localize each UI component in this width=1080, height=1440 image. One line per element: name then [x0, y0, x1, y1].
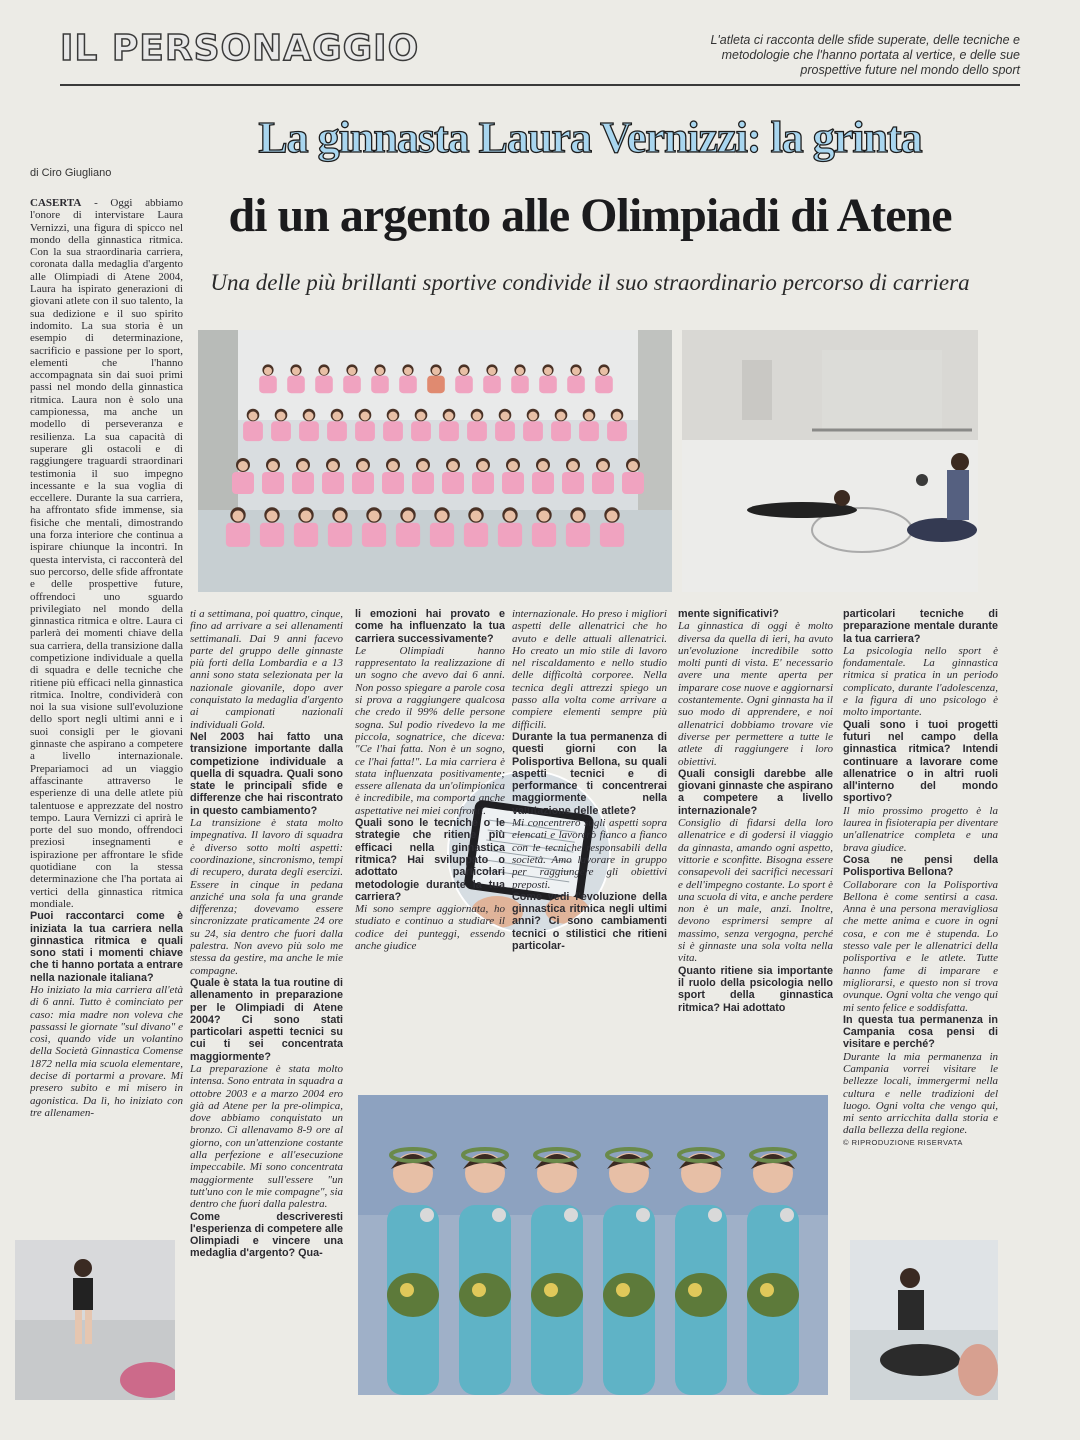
question: Quali consigli darebbe alle giovani ginnaste che aspirano a competere a livello internazionale? [678, 767, 833, 817]
lead-paragraph [30, 197, 183, 910]
question: Quale è stata la tua routine di allenamento in preparazione per le Olimpiadi di Atene 2004? Ci sono stati particolari aspetti tecnici su cui ti sei concentrata maggiormente? [190, 976, 343, 1063]
coach-photo-right [850, 1240, 998, 1400]
question: li emozioni hai provato e come ha influenzato la tua carriera successivamente? [355, 608, 505, 645]
answer: La transizione è stata molto impegnativa. Il lavoro di squadra è diverso sotto molti aspetti: coordinazione, sincronismo, tempi di recupero, durata degli esercizi. Essere in cinque in pedana anziché una sola fa una grande differenza; dovevamo essere sincronizzate praticamente 24 ore su 24, sia dentro che fuori dalla palestra. Non avevo più solo me stessa da gestire, ma anche le mie compagne. [190, 817, 343, 977]
kicker-text: L'atleta ci racconta delle sfide superate, delle tecniche e metodologie che l'hanno portata al vertice, e delle sue prospettive future nel mondo dello sport [710, 33, 1020, 77]
question: Durante la tua permanenza di questi giorni con la Polisportiva Bellona, su quali aspetti tecnici e di performance ti concentrerai maggiormente nella valutazione delle atlete? [512, 730, 667, 817]
answer: Durante la mia permanenza in Campania vorrei visitare le bellezze locali, immergermi nella cultura e nelle tradizioni del luogo. Ogni volta che vengo qui, mi sento arricchita dalla storia e dalla bellezza della regione. [843, 1050, 998, 1137]
group-photo-image [198, 330, 672, 592]
answer: La psicologia nello sport è fondamentale. La ginnastica ritmica si pratica in un periodo complicato, durante l'adolescenza, e la figura di uno psicologo è molto importante. [843, 644, 998, 719]
answer: Consiglio di fidarsi della loro allenatrice e di godersi il viaggio da ginnasta, amando ogni aspetto, vittorie e sconfitte. Bisogna essere consapevoli dei sacrifici necessari e dell'impegno costante. Lo sport è una scuola di vita, e anche perdere non è un male, anzi. Inoltre, devono esprimersi sempre al massimo, senza vergogna, perché si è ginnaste una sola volta nella vita. [678, 817, 833, 965]
question: mente significativi? [678, 608, 779, 620]
question: Come descriveresti l'esperienza di competere alle Olimpiadi e vincere una medaglia d'argento? Qua- [190, 1210, 343, 1260]
answer: ti a settimana, poi quattro, cinque, fino ad arrivare a sei allenamenti settimanali. Dai 9 anni facevo parte del gruppo delle ginnaste più forti della Lombardia e a 13 anni sono stata selezionata per la nazionale giovanile, dopo aver conquistato la medaglia d'argento ai campionati nazionali individuali Gold. [190, 608, 343, 731]
column-6 [843, 608, 998, 1228]
question: Quali sono le tecniche o le strategie che ritiene più efficaci nella ginnastica ritmica? Hai sviluppato o adottato particolari metodologie durante la tua carriera? [355, 817, 505, 903]
gym-photo-image [682, 330, 978, 592]
question: In questa tua permanenza in Campania cosa pensi di visitare e perché? [843, 1013, 998, 1051]
column-1 [30, 197, 183, 1237]
subheadline: Una delle più brillanti sportive condivide il suo straordinario percorso di carriera [210, 270, 970, 295]
podium-photo-image [358, 1095, 828, 1395]
podium-photo [358, 1095, 828, 1395]
answer: Mi sono sempre aggiornata, ho studiato e continuo a studiare il codice dei punteggi, essendo anche giudice [355, 903, 505, 953]
column-5 [678, 608, 833, 1088]
answer: Il mio prossimo progetto è la laurea in fisioterapia per diventare un'allenatrice completa e una brava giudice. [843, 804, 998, 854]
dateline: CASERTA [30, 197, 82, 209]
answer: La preparazione è stata molto intensa. Sono entrata in squadra a ottobre 2003 e a marzo 2004 ero già ad Atene per la pre-olimpica, dove abbiamo conquistato un bronzo. Ci allenavamo 8-9 ore al giorno, con un'attenzione costante alla perfezione e all'esecuzione impeccabile. Mi sono concentrata maggiormente sull'essere "un tutt'uno con le mie compagne", sia dentro che fuori dalla palestra. [190, 1062, 343, 1211]
question: Nel 2003 hai fatto una transizione importante dalla competizione individuale a quella di squadra. Quali sono state le principali sfide e differenze che hai riscontrato in questo cambiamento? [190, 730, 343, 817]
coach-photo-right-image [850, 1240, 998, 1400]
question: Puoi raccontarci come è iniziata la tua carriera nella ginnastica ritmica e quali sono stati i momenti chiave che ti hanno portata a entrare nella nazionale italiana? [30, 910, 183, 984]
group-photo [198, 330, 672, 592]
coach-photo-left-image [15, 1240, 175, 1400]
question: Quali sono i tuoi progetti futuri nel campo della ginnastica ritmica? Intendi continuare a lavorare come allenatrice o in altri ruoli all'interno del mondo sportivo? [843, 718, 998, 805]
answer: Collaborare con la Polisportiva Bellona è come sentirsi a casa. Anna è una persona meravigliosa che mette anima e cuore in ogni cosa, e con me è stupenda. Lo stesso vale per le allenatrici della polisportiva e le atlete. Tutte hanno fame di imparare e migliorarsi, e questo non si trova ovunque. Ogni volta che vengo qui mi sento felice e soddisfatta. [843, 878, 998, 1014]
question: particolari tecniche di preparazione mentale durante la tua carriera? [843, 608, 998, 645]
question: Cosa ne pensi della Polisportiva Bellona? [843, 853, 998, 879]
column-3 [355, 608, 505, 1088]
answer: Le Olimpiadi hanno rappresentato la realizzazione di un sogno che avevo dai 6 anni. Non posso spiegare a parole cosa si prova a raggiungere qualcosa che credo il 99% delle persone sogna. Sul podio rivedevo la me piccola, sognatrice, che diceva: "Ce l'hai fatta. Non è un sogno, ce l'hai fatta!". La mia carriera è stata influenzata positivamente; essere allenata da un'olimpionica è incredibile, ma comporta anche aspettative nei miei confronti. [355, 644, 505, 817]
gym-photo [682, 330, 978, 592]
column-4 [512, 608, 667, 1088]
answer: La ginnastica di oggi è molto diversa da quella di ieri, ha avuto un'evoluzione incredibile sotto molti punti di vista. E' necessario avere una mente aperta per imparare cose nuove e aggiornarsi costantemente. Ogni ginnasta ha il suo modo di apprendere, e noi allenatrici dobbiamo trovare vie diverse per permettere a tutte le atlete di raggiungere i loro obiettivi. [678, 620, 833, 768]
question: Quanto ritiene sia importante il ruolo della psicologia nello sport della ginnastica ritmica? Hai adottato [678, 964, 833, 1014]
answer: internazionale. Ho preso i migliori aspetti delle allenatrici che ho avuto e delle attuali allenatrici. Ho creato un mio stile di lavoro nel riscaldamento e nello studio delle difficoltà corporee. Nella tecnica degli attrezzi spiego un passo alla volta come arrivare a compiere elementi sempre più difficili. [512, 608, 667, 731]
answer: Ho iniziato la mia carriera all'età di 6 anni. Tutto è cominciato per caso: mia madre non voleva che passassi le giornate "sul divano" e così, quando vide un volantino della Società Ginnastica Comense 1872 nella mia scuola elementare, decise di portarmi a provare. Mi presero subito e mi misero in agonistica. Da lì, ho iniziato con tre allenamen- [30, 984, 183, 1119]
section-label: IL PERSONAGGIO [60, 28, 420, 69]
headline-line1: La ginnasta Laura Vernizzi: la grinta [258, 113, 922, 162]
copyright-notice: © RIPRODUZIONE RISERVATA [843, 1137, 963, 1147]
coach-photo-left [15, 1240, 175, 1400]
byline: di Ciro Giugliano [30, 167, 112, 179]
answer: Mi concentrerò sugli aspetti sopra elencati e lavorerò fianco a fianco con le tecniche responsabili della società. Amo lavorare in gruppo per raggiungere gli obiettivi preposti. [512, 817, 667, 891]
header-rule [60, 84, 1020, 86]
headline-line2: di un argento alle Olimpiadi di Atene [228, 189, 952, 242]
column-2 [190, 608, 343, 1338]
question: Come vedi l'evoluzione della ginnastica ritmica negli ultimi anni? Ci sono cambiamenti tecnici o stilistici che ritieni particolar- [512, 890, 667, 953]
lead-text: - Oggi abbiamo l'onore di intervistare Laura Vernizzi, una figura di spicco nel mondo della ginnastica ritmica. Con la sua straordinaria carriera, coronata dalla medaglia d'argento alle Olimpiadi di Atene 2004, Laura ha ispirato generazioni di giovani atlete con il suo talento, la sua dedizione e il suo spirito indomito. La sua storia è un esempio di determinazione, sacrificio e passione per lo sport, elementi che l'hanno accompagnata sin dai suoi primi passi nel mondo della ginnastica ritmica. Laura non è solo una campionessa, ma anche un modello di perseveranza e resilienza. La sua capacità di superare gli ostacoli e di raggiungere traguardi straordinari testimonia il suo impegno incessante e la sua voglia di eccellere. Durante la sua carriera, ha affrontato sfide immense, sia fisiche che mentali, dimostrando una forza interiore che continua a ispirare chiunque la incontri. In questa intervista, ci racconterà del suo percorso, delle sfide affrontate e delle prospettive future, offrendoci uno sguardo privilegiato nel mondo della ginnastica ritmica e oltre. Laura ci parlerà dei momenti chiave della sua carriera, della transizione dalla competizione individuale a quella di squadra e delle tecniche che ritiene più efficaci nella ginnastica ritmica. Inoltre, condividerà con noi la sua visione sull'evoluzione dello sport negli ultimi anni e i suoi consigli per le giovani ginnaste che aspirano a competere a livello internazionale. Prepariamoci ad un viaggio affascinante attraverso le esperienze di una delle atlete più talentuose e apprezzate del nostro tempo. Laura Vernizzi ci aprirà le porte del suo mondo, offrendoci preziosi insegnamenti e ispirazione per affrontare le sfide quotidiane con la stessa determinazione che l'ha portata ai vertici della ginnastica ritmica mondiale. [30, 197, 183, 910]
